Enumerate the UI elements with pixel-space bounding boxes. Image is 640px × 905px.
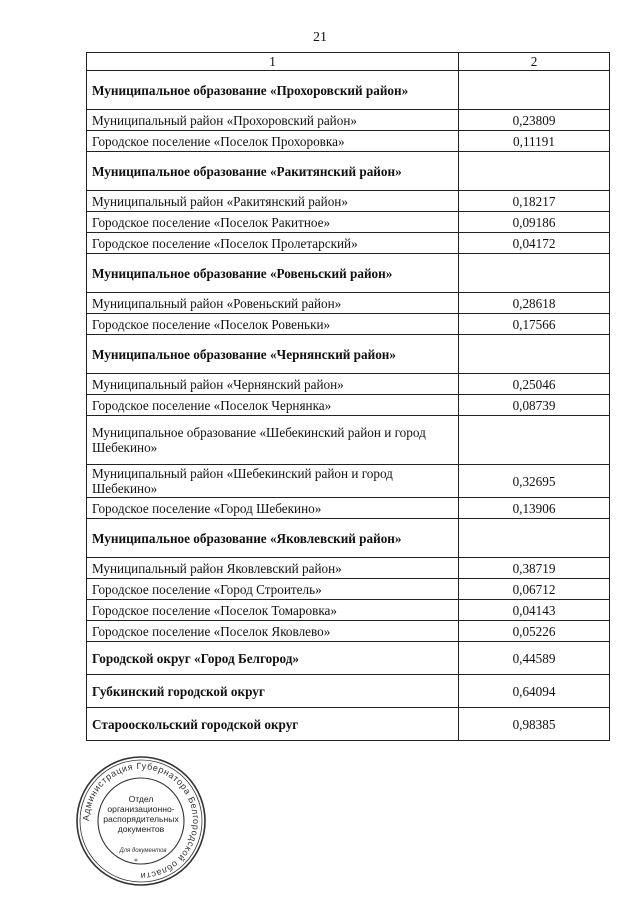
coefficient-value-cell: 0,23809 (459, 110, 610, 131)
coefficient-value-cell: 0,05226 (459, 621, 610, 642)
entity-name-cell: Муниципальное образование «Прохоровский район» (87, 71, 459, 110)
table-row (87, 465, 610, 498)
section-header-row (87, 254, 610, 293)
coefficients-table (86, 52, 610, 741)
coefficient-value-cell (459, 335, 610, 374)
table-row (87, 642, 610, 675)
coefficient-value-cell: 0,25046 (459, 374, 610, 395)
section-header-row (87, 335, 610, 374)
table-row (87, 708, 610, 741)
table-row (87, 293, 610, 314)
entity-name-cell: Муниципальное образование «Чернянский район» (87, 335, 459, 374)
table-row (87, 395, 610, 416)
table-row (87, 191, 610, 212)
entity-name-cell: Городское поселение «Город Шебекино» (87, 498, 459, 519)
coefficient-value-cell (459, 152, 610, 191)
entity-name-cell: Муниципальный район Яковлевский район» (87, 558, 459, 579)
coefficient-value-cell: 0,08739 (459, 395, 610, 416)
entity-name-cell: Городское поселение «Поселок Ракитное» (87, 212, 459, 233)
seal-ring-text: Администрация Губернатора Белгородской области (80, 760, 202, 882)
table-row (87, 131, 610, 152)
table-row (87, 110, 610, 131)
section-header-row (87, 416, 610, 465)
table-row (87, 314, 610, 335)
section-header-row (87, 152, 610, 191)
entity-name-cell: Городское поселение «Поселок Томаровка» (87, 600, 459, 621)
entity-name-cell: Муниципальное образование «Ракитянский район» (87, 152, 459, 191)
entity-name-cell: Муниципальный район «Прохоровский район» (87, 110, 459, 131)
coefficient-value-cell (459, 71, 610, 110)
seal-bottom-text: Для документов (119, 848, 167, 854)
coefficient-value-cell: 0,17566 (459, 314, 610, 335)
seal-line: документов (117, 824, 165, 834)
entity-name-cell: Городское поселение «Поселок Ровеньки» (87, 314, 459, 335)
entity-name-cell: Губкинский городской округ (87, 675, 459, 708)
coefficient-value-cell (459, 254, 610, 293)
coefficient-value-cell: 0,13906 (459, 498, 610, 519)
coefficient-value-cell: 0,38719 (459, 558, 610, 579)
seal-line: распорядительных (103, 814, 179, 824)
entity-name-cell: Муниципальный район «Ровеньский район» (87, 293, 459, 314)
entity-name-cell: Городское поселение «Поселок Чернянка» (87, 395, 459, 416)
section-header-row (87, 519, 610, 558)
table-row (87, 558, 610, 579)
entity-name-cell: Городское поселение «Поселок Прохоровка» (87, 131, 459, 152)
coefficient-value-cell: 0,04143 (459, 600, 610, 621)
section-header-row (87, 71, 610, 110)
coefficient-value-cell: 0,18217 (459, 191, 610, 212)
coefficient-value-cell: 0,28618 (459, 293, 610, 314)
entity-name-cell: Муниципальный район «Ракитянский район» (87, 191, 459, 212)
table-header-row (87, 53, 610, 71)
column-header-1: 1 (87, 53, 459, 71)
coefficient-value-cell: 0,06712 (459, 579, 610, 600)
coefficient-value-cell: 0,09186 (459, 212, 610, 233)
entity-name-cell: Городское поселение «Город Строитель» (87, 579, 459, 600)
entity-name-cell: Городское поселение «Поселок Пролетарский» (87, 233, 459, 254)
table-row (87, 621, 610, 642)
seal-line: Отдел (128, 794, 154, 804)
coefficient-value-cell: 0,04172 (459, 233, 610, 254)
entity-name-cell: Муниципальный район «Шебекинский район и город Шебекино» (87, 465, 459, 498)
official-seal (74, 754, 208, 888)
coefficient-value-cell: 0,98385 (459, 708, 610, 741)
svg-text:*: * (134, 857, 138, 866)
coefficient-value-cell (459, 416, 610, 465)
entity-name-cell: Муниципальное образование «Шебекинский район и город Шебекино» (87, 416, 459, 465)
seal-center-text (100, 794, 182, 834)
coefficient-value-cell: 0,64094 (459, 675, 610, 708)
table-row (87, 600, 610, 621)
entity-name-cell: Городской округ «Город Белгород» (87, 642, 459, 675)
entity-name-cell: Муниципальное образование «Яковлевский район» (87, 519, 459, 558)
table-row (87, 675, 610, 708)
coefficient-value-cell: 0,32695 (459, 465, 610, 498)
entity-name-cell: Старооскольский городской округ (87, 708, 459, 741)
table-body (87, 71, 610, 741)
table-row (87, 374, 610, 395)
table-row (87, 233, 610, 254)
entity-name-cell: Городское поселение «Поселок Яковлево» (87, 621, 459, 642)
column-header-2: 2 (459, 53, 610, 71)
coefficient-value-cell (459, 519, 610, 558)
coefficient-value-cell: 0,44589 (459, 642, 610, 675)
entity-name-cell: Муниципальный район «Чернянский район» (87, 374, 459, 395)
table-row (87, 212, 610, 233)
table-row (87, 498, 610, 519)
table-row (87, 579, 610, 600)
page-number: 21 (313, 30, 327, 45)
coefficient-value-cell: 0,11191 (459, 131, 610, 152)
seal-line: организационно- (107, 804, 175, 814)
entity-name-cell: Муниципальное образование «Ровеньский район» (87, 254, 459, 293)
